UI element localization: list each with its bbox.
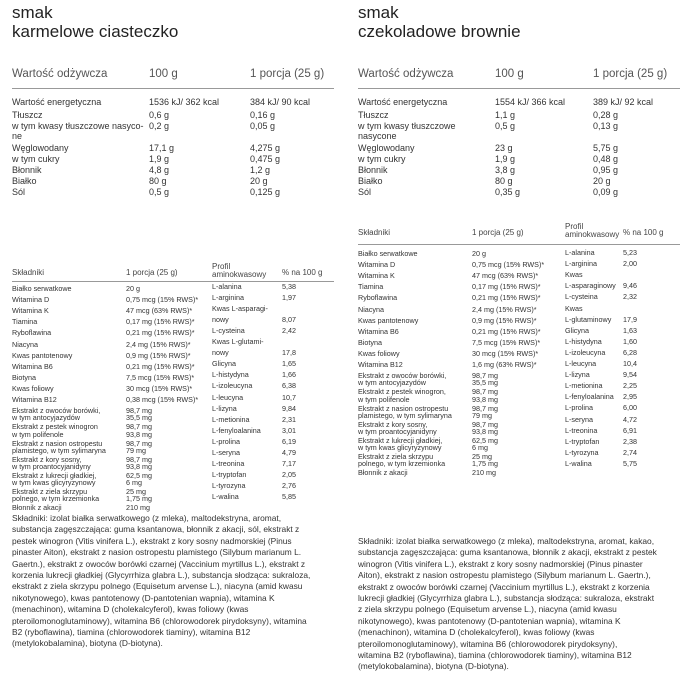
right-amino-name: L-tryptofan bbox=[565, 436, 600, 446]
left-composition-line: (metylokobalamina), biotyna (D-biotyna). bbox=[12, 638, 163, 649]
right-amino-name: L-metionina bbox=[565, 381, 603, 391]
right-amino-percent: 2,25 bbox=[623, 381, 637, 391]
right-nutrition-value-100g: 3,8 g bbox=[495, 165, 516, 175]
right-ingredient-name: w tym polifenole bbox=[358, 394, 410, 404]
left-amino-name: L-izoleucyna bbox=[212, 381, 253, 391]
right-ingredient-amount: 7,5 mcg (15% RWS)* bbox=[472, 337, 541, 347]
right-ingredient-name: Ekstrakt z kory sosny, bbox=[358, 419, 428, 429]
left-ingredient-amount: 0,9 mg (15% RWS)* bbox=[126, 350, 191, 360]
right-ingredient-name: Błonnik z akacji bbox=[358, 468, 408, 478]
right-ingredient-name: Witamina D bbox=[358, 260, 396, 270]
left-amino-percent: 10,7 bbox=[282, 392, 296, 402]
right-ingredient-amount: 2,4 mg (15% RWS)* bbox=[472, 304, 537, 314]
left-ingredient-row bbox=[12, 456, 202, 472]
left-ingredient-name: Witamina D bbox=[12, 295, 50, 305]
right-nutrition-value-100g: 1,9 g bbox=[495, 154, 516, 164]
right-amino-name: L-fenyloalanina bbox=[565, 392, 614, 402]
left-flavor-label: smak bbox=[12, 3, 53, 22]
left-ingredient-amount: 6 mg bbox=[126, 478, 142, 488]
right-nutrition-header-cell: Wartość odżywcza bbox=[358, 68, 454, 80]
right-amino-name: L-arginina bbox=[565, 259, 597, 269]
right-amino-name: L-leucyna bbox=[565, 359, 597, 368]
right-ingredient-name: Ekstrakt z owoców borówki, bbox=[358, 371, 447, 381]
left-ingredient-amount: 210 mg bbox=[126, 503, 150, 513]
right-ingredient-row bbox=[358, 421, 548, 437]
right-nutrition-value-portion: 0,09 g bbox=[593, 187, 619, 197]
left-nutrition-value-portion: 20 g bbox=[250, 176, 268, 186]
left-ingredient-name: Biotyna bbox=[12, 372, 36, 382]
left-ingredient-amount: 0,21 mg (15% RWS)* bbox=[126, 328, 195, 338]
left-amino-percent: 1,97 bbox=[282, 293, 296, 303]
right-composition-line: lukrecji gładkiej (Glycyrrhiza glabra L.), substancja słodząca: sukraloza, ekstrakt bbox=[358, 593, 655, 604]
left-amino-percent: 6,38 bbox=[282, 381, 296, 391]
left-ingredient-row bbox=[12, 329, 202, 340]
left-ingredient-name: Niacyna bbox=[12, 339, 38, 349]
left-composition-line: nikotynowego), kwas pantotenowy (D-pantotenian wapnia), witamina K bbox=[12, 592, 275, 603]
right-ingredient-row bbox=[358, 469, 548, 480]
left-amino-name: L-fenyloalanina bbox=[212, 425, 261, 435]
left-nutrition-value-portion: 0,475 g bbox=[250, 154, 281, 164]
right-amino-percent: 1,63 bbox=[623, 325, 637, 335]
right-ingredient-amount: 47 mcg (63% RWS)* bbox=[472, 271, 539, 281]
left-amino-name: Kwas L-glutami- bbox=[212, 337, 264, 347]
right-amino-name: L-glutaminowy bbox=[565, 314, 612, 324]
left-amino-name: L-leucyna bbox=[212, 392, 244, 402]
right-ingredient-amount: 93,8 mg bbox=[472, 427, 498, 437]
right-amino-percent: 6,00 bbox=[623, 403, 637, 413]
left-ingredient-amount: 98,7 mg bbox=[126, 422, 152, 432]
right-nutrition-value-100g: 0,5 g bbox=[495, 121, 516, 131]
right-nutrition-value-portion: 0,28 g bbox=[593, 110, 619, 120]
left-ingredient-amount: 93,8 mg bbox=[126, 462, 152, 472]
left-amino-percent: 2,05 bbox=[282, 469, 296, 479]
right-ingredient-amount: 98,7 mg bbox=[472, 403, 498, 413]
right-amino-name: L-asparaginowy bbox=[565, 281, 616, 291]
left-ingredient-name: Błonnik z akacji bbox=[12, 503, 62, 513]
right-ing-header-profile: Profil bbox=[565, 222, 584, 231]
left-ingredient-amount: 0,75 mcg (15% RWS)* bbox=[126, 295, 199, 305]
right-composition-line: nikotynowego), kwas pantotenowy (D-pantotenian wapnia), witamina K bbox=[358, 615, 621, 626]
right-amino-name: L-lizyna bbox=[565, 370, 590, 380]
right-ingredient-amount: 98,7 mg bbox=[472, 419, 498, 429]
left-amino-percent: 9,84 bbox=[282, 403, 296, 413]
left-nutrition-value-100g: 17,1 g bbox=[149, 143, 175, 153]
right-ingredient-amount: 98,7 mg bbox=[472, 387, 498, 397]
left-ing-header-portion: 1 porcja (25 g) bbox=[126, 268, 178, 277]
left-amino-name: L-metionina bbox=[212, 414, 250, 424]
left-ingredient-amount: 0,21 mg (15% RWS)* bbox=[126, 361, 195, 371]
right-amino-percent: 1,60 bbox=[623, 336, 637, 346]
right-ingredient-name: Niacyna bbox=[358, 304, 384, 314]
left-nutrition-value-100g: 0,5 g bbox=[149, 187, 170, 197]
right-ingredient-amount: 79 mg bbox=[472, 410, 492, 420]
right-amino-name: Kwas bbox=[565, 303, 583, 313]
left-amino-percent: 2,31 bbox=[282, 414, 296, 424]
right-nutrition-divider bbox=[358, 88, 680, 89]
left-amino-percent: 2,42 bbox=[282, 326, 296, 336]
right-ingredient-name: Ekstrakt z nasion ostropestu bbox=[358, 403, 449, 413]
right-nutrition-value-portion: 0,48 g bbox=[593, 154, 619, 164]
right-ing-header-profile-2: aminokwasowy bbox=[565, 230, 620, 239]
left-amino-percent: 7,17 bbox=[282, 458, 296, 468]
right-composition-line: winogron (Vitis vinifera L.), ekstrakt z kory sosny nadmorskiej (Pinus pinaster bbox=[358, 558, 643, 569]
left-composition-line: Gaertn.), ekstrakt z owoców borówki czarnej (Vaccinium myrtillus L.), ekstrakt z bbox=[12, 558, 306, 569]
right-ingredient-name: Białko serwatkowe bbox=[358, 249, 418, 258]
left-amino-name: L-prolina bbox=[212, 436, 240, 446]
left-ingredient-amount: 79 mg bbox=[126, 445, 146, 455]
right-ingredient-amount: 93,8 mg bbox=[472, 394, 498, 404]
right-composition-line: z ziela skrzypu polnego (Equisetum arvense L.), niacyna (amid kwasu bbox=[358, 604, 617, 615]
right-nutrition-label: Błonnik bbox=[358, 165, 388, 175]
left-nutrition-label: Sól bbox=[12, 187, 26, 197]
left-nutrition-label: w tym cukry bbox=[12, 154, 60, 164]
right-ingredient-name: Ekstrakt z pestek winogron, bbox=[358, 387, 446, 397]
right-ingredient-name: w tym proantocyjanidyny bbox=[358, 427, 437, 437]
left-ingredient-amount: 0,38 mcg (15% RWS)* bbox=[126, 395, 199, 404]
left-nutrition-value-portion: 0,05 g bbox=[250, 121, 276, 131]
left-nutrition-header-cell: 1 porcja (25 g) bbox=[250, 68, 325, 80]
right-composition-line: substancja zagęszczająca: guma ksantanowa, błonnik z akacji, ekstrakt z pestek bbox=[358, 547, 657, 558]
left-ingredient-row bbox=[12, 440, 202, 456]
left-nutrition-label: w tym kwasy tłuszczowe nasyco- bbox=[12, 121, 144, 131]
right-ingredient-name: Ryboflawina bbox=[358, 293, 398, 303]
right-ing-header-percent: % na 100 g bbox=[623, 228, 664, 237]
right-flavor-label: smak bbox=[358, 3, 399, 22]
left-ingredient-name: Ekstrakt z kory sosny, bbox=[12, 454, 82, 464]
right-ing-header-portion: 1 porcja (25 g) bbox=[472, 228, 524, 237]
right-amino-name: L-seryna bbox=[565, 414, 593, 424]
left-ingredient-name: w tym proantocyjanidyny bbox=[12, 462, 91, 472]
left-ingredient-row bbox=[12, 488, 202, 504]
right-composition-text bbox=[358, 536, 680, 673]
right-nutrition-header bbox=[358, 68, 678, 86]
left-nutrition-value-100g: 1,9 g bbox=[149, 154, 170, 164]
right-ingredient-amount: 0,9 mg (15% RWS)* bbox=[472, 315, 537, 325]
right-ingredient-amount: 1,75 mg bbox=[472, 459, 498, 469]
right-ingredient-name: w tym antocyjazydów bbox=[358, 378, 426, 388]
right-nutrition-label: w tym kwasy tłuszczowe bbox=[358, 121, 456, 131]
left-amino-percent: 8,07 bbox=[282, 315, 296, 325]
right-ingredient-name: polnego, w tym krzemionka bbox=[358, 459, 446, 469]
right-ingredient-name: Ekstrakt z ziela skrzypu bbox=[358, 452, 434, 462]
right-nutrition-value-portion: 20 g bbox=[593, 176, 611, 186]
left-ingredient-name: Białko serwatkowe bbox=[12, 284, 72, 293]
left-amino-percent: 6,19 bbox=[282, 436, 296, 446]
right-amino-percent: 17,9 bbox=[623, 314, 637, 324]
right-ingredient-row bbox=[358, 437, 548, 453]
left-composition-line: ekstrakt z ziela skrzypu polnego (Equisetum arvense L.), niacyna (amid kwasu bbox=[12, 581, 303, 592]
left-flavor-name: karmelowe ciasteczko bbox=[12, 22, 179, 41]
right-ingredient-name: Ekstrakt z lukrecji gładkiej, bbox=[358, 435, 443, 445]
right-amino-name: L-prolina bbox=[565, 403, 593, 413]
left-composition-text bbox=[12, 513, 337, 650]
right-composition-line: Aiton), ekstrakt z nasion ostropestu plamistego (Silybum marianum L. Gaertn.), bbox=[358, 570, 651, 581]
left-nutrition-value-portion: 0,125 g bbox=[250, 187, 281, 197]
left-nutrition-label: Błonnik bbox=[12, 165, 42, 175]
left-ingredient-name: Ekstrakt z lukrecji gładkiej, bbox=[12, 470, 97, 480]
left-amino-name: nowy bbox=[212, 315, 229, 325]
left-nutrition-label: Węglowodany bbox=[12, 143, 69, 153]
right-amino-percent: 4,72 bbox=[623, 414, 637, 424]
right-ingredient-row bbox=[358, 388, 548, 404]
left-amino-name: L-alanina bbox=[212, 282, 242, 291]
right-nutrition-label: w tym cukry bbox=[358, 154, 406, 164]
left-ingredient-name: Kwas foliowy bbox=[12, 383, 54, 393]
right-ingredient-name: Witamina B6 bbox=[358, 326, 399, 336]
left-ingredient-amount: 93,8 mg bbox=[126, 429, 152, 439]
left-ingredient-amount: 98,7 mg bbox=[126, 406, 152, 416]
left-ingredient-name: Witamina K bbox=[12, 306, 49, 316]
right-amino-percent: 9,54 bbox=[623, 370, 637, 380]
right-amino-name: Kwas bbox=[565, 270, 583, 280]
left-ingredient-name: plamistego, w tym sylimaryna bbox=[12, 445, 106, 455]
right-ingredient-amount: 6 mg bbox=[472, 443, 488, 453]
left-ingredient-amount: 2,4 mg (15% RWS)* bbox=[126, 339, 191, 349]
left-nutrition-value-100g: 1536 kJ/ 362 kcal bbox=[149, 97, 220, 107]
left-amino-name: Glicyna bbox=[212, 359, 236, 369]
right-nutrition-value-portion: 5,75 g bbox=[593, 143, 619, 153]
right-nutrition-label: Węglowodany bbox=[358, 143, 415, 153]
left-nutrition-value-100g: 0,6 g bbox=[149, 110, 170, 120]
left-ingredient-name: w tym polifenole bbox=[12, 429, 64, 439]
right-amino-name: L-izoleucyna bbox=[565, 347, 606, 357]
right-nutrition-label: Sól bbox=[358, 187, 372, 197]
left-amino-percent: 3,01 bbox=[282, 425, 296, 435]
right-amino-percent: 10,4 bbox=[623, 359, 637, 368]
left-composition-line: substancja zagęszczająca: guma ksantanowa, błonnik z akacji, sól, ekstrakt z bbox=[12, 524, 300, 535]
right-ingredients-divider bbox=[358, 244, 680, 245]
right-amino-percent: 9,46 bbox=[623, 281, 637, 291]
left-ingredient-row bbox=[12, 341, 202, 352]
left-ingredient-name: Ekstrakt z owoców borówki, bbox=[12, 406, 101, 416]
right-composition-line: witamina B2 (ryboflawina), tiamina (chlorowodorek tiaminy), witamina B12 bbox=[358, 650, 632, 661]
left-nutrition-value-100g: 80 g bbox=[149, 176, 167, 186]
left-ingredient-name: w tym antocyjazydów bbox=[12, 413, 80, 423]
left-composition-line: Składniki: izolat białka serwatkowego (z mleka), maltodekstryna, aromat, bbox=[12, 513, 282, 523]
right-ingredients-header bbox=[358, 222, 680, 242]
right-amino-name: L-treonina bbox=[565, 425, 598, 435]
right-ingredient-name: plamistego, w tym sylimaryna bbox=[358, 410, 452, 420]
right-amino-percent: 6,91 bbox=[623, 425, 637, 435]
right-nutrition-label: Wartość energetyczna bbox=[358, 97, 448, 107]
left-nutrition-header bbox=[12, 68, 332, 86]
right-ingredient-amount: 210 mg bbox=[472, 468, 496, 478]
left-ingredient-amount: 98,7 mg bbox=[126, 438, 152, 448]
right-composition-line: pteroilomonoglutaminowy), witamina B6 (chlorowodorek pirydoksyny), bbox=[358, 638, 618, 649]
right-ingredient-row bbox=[358, 294, 548, 305]
left-amino-percent: 1,65 bbox=[282, 359, 296, 369]
right-composition-line: (metylokobalamina), biotyna (D-biotyna). bbox=[358, 661, 509, 672]
left-nutrition-header-cell: Wartość odżywcza bbox=[12, 68, 108, 80]
right-amino-name: L-cysteina bbox=[565, 292, 598, 302]
right-ingredient-amount: 25 mg bbox=[472, 452, 492, 462]
left-ingredient-amount: 47 mcg (63% RWS)* bbox=[126, 306, 193, 316]
left-ingredient-name: Ekstrakt z pestek winogron bbox=[12, 422, 98, 432]
right-amino-percent: 5,75 bbox=[623, 458, 637, 468]
left-ingredient-name: Ekstrakt z nasion ostropestu bbox=[12, 438, 103, 448]
right-ingredient-amount: 0,17 mg (15% RWS)* bbox=[472, 282, 541, 292]
left-composition-line: pinaster Aiton), ekstrakt z nasion ostropestu plamistego (Silybum marianum L. bbox=[12, 547, 302, 558]
right-ingredient-amount: 1,6 mg (63% RWS)* bbox=[472, 360, 537, 369]
left-amino-name: L-tyrozyna bbox=[212, 480, 246, 490]
left-amino-name: L-arginina bbox=[212, 293, 244, 303]
right-ingredient-name: Witamina B12 bbox=[358, 360, 403, 369]
right-ingredient-name: Kwas foliowy bbox=[358, 348, 400, 358]
right-ingredient-amount: 62,5 mg bbox=[472, 435, 498, 445]
left-ingredient-name: polnego, w tym krzemionka bbox=[12, 494, 100, 504]
right-amino-percent: 2,32 bbox=[623, 292, 637, 302]
right-ing-header-name: Składniki bbox=[358, 228, 391, 237]
right-ingredient-row bbox=[358, 453, 548, 469]
left-ingredient-amount: 1,75 mg bbox=[126, 494, 152, 504]
right-amino-name: L-alanina bbox=[565, 248, 595, 257]
left-ing-header-profile-2: aminokwasowy bbox=[212, 270, 267, 279]
left-nutrition-header-cell: 100 g bbox=[149, 68, 178, 80]
left-amino-name: L-tryptofan bbox=[212, 469, 247, 479]
right-nutrition-value-100g: 80 g bbox=[495, 176, 513, 186]
right-composition-line: ekstrakt z owoców borówki czarnej (Vaccinium myrtillus L.), ekstrakt z korzenia bbox=[358, 581, 650, 592]
left-nutrition-label: ne bbox=[12, 131, 23, 141]
right-nutrition-value-100g: 0,35 g bbox=[495, 187, 521, 197]
right-nutrition-value-portion: 389 kJ/ 92 kcal bbox=[593, 97, 654, 107]
left-ingredient-name: Ryboflawina bbox=[12, 328, 52, 338]
left-ingredient-amount: 20 g bbox=[126, 284, 140, 293]
left-amino-percent: 5,38 bbox=[282, 282, 296, 291]
right-ingredient-amount: 35,5 mg bbox=[472, 378, 498, 388]
right-nutrition-value-100g: 1554 kJ/ 366 kcal bbox=[495, 97, 566, 107]
right-nutrition-value-portion: 0,13 g bbox=[593, 121, 619, 131]
left-nutrition-value-100g: 4,8 g bbox=[149, 165, 170, 175]
left-amino-name: L-cysteina bbox=[212, 326, 245, 336]
left-composition-line: (menachinon), witamina D (cholekalcyferol), kwas foliowy (kwas bbox=[12, 604, 249, 615]
right-amino-percent: 2,95 bbox=[623, 392, 637, 402]
right-amino-percent: 2,74 bbox=[623, 447, 637, 457]
right-ingredient-amount: 98,7 mg bbox=[472, 371, 498, 381]
right-flavor-name: czekoladowe brownie bbox=[358, 22, 521, 41]
right-nutrition-label: Tłuszcz bbox=[358, 110, 389, 120]
left-ing-header-percent: % na 100 g bbox=[282, 268, 323, 277]
left-amino-percent: 17,8 bbox=[282, 348, 296, 358]
left-nutrition-label: Białko bbox=[12, 176, 37, 186]
right-ingredient-amount: 20 g bbox=[472, 249, 486, 258]
right-ingredient-row bbox=[358, 405, 548, 421]
left-composition-line: korzenia lukrecji gładkiej (Glycyrrhiza glabra L.), substancja słodząca: sukraloza, bbox=[12, 570, 311, 581]
left-amino-percent: 2,76 bbox=[282, 480, 296, 490]
right-amino-name: L-histydyna bbox=[565, 336, 602, 346]
left-ingredient-row bbox=[12, 407, 202, 423]
right-amino-percent: 2,00 bbox=[623, 259, 637, 269]
right-nutrition-value-100g: 23 g bbox=[495, 143, 513, 153]
left-ingredient-name: Witamina B12 bbox=[12, 395, 57, 404]
right-ingredient-name: Tiamina bbox=[358, 282, 384, 292]
right-ingredient-name: Biotyna bbox=[358, 337, 382, 347]
right-amino-name: L-walina bbox=[565, 458, 592, 468]
left-nutrition-label: Tłuszcz bbox=[12, 110, 43, 120]
right-nutrition-value-100g: 1,1 g bbox=[495, 110, 516, 120]
left-ingredient-row bbox=[12, 472, 202, 488]
right-ingredient-row bbox=[358, 306, 548, 317]
right-amino-name: L-tyrozyna bbox=[565, 447, 599, 457]
left-composition-line: pteroilomonoglutaminowy), witamina B6 (chlorowodorek pirydoksyny), witamina bbox=[12, 615, 307, 626]
left-ingredient-name: Tiamina bbox=[12, 317, 38, 327]
left-ingredient-amount: 62,5 mg bbox=[126, 470, 152, 480]
right-ingredient-name: w tym kwas glicyryzynowy bbox=[358, 443, 442, 453]
left-ing-header-profile: Profil bbox=[212, 262, 231, 271]
right-ingredient-row bbox=[358, 372, 548, 388]
right-ingredient-amount: 30 mcg (15% RWS)* bbox=[472, 348, 539, 358]
left-ing-header-name: Składniki bbox=[12, 268, 45, 277]
left-composition-line: pestek winogron (Vitis vinifera L.), ekstrakt z kory sosny nadmorskiej (Pinus bbox=[12, 535, 292, 546]
right-ingredient-amount: 0,21 mg (15% RWS)* bbox=[472, 293, 541, 303]
left-ingredient-name: Kwas pantotenowy bbox=[12, 350, 73, 360]
right-nutrition-label: Białko bbox=[358, 176, 383, 186]
left-amino-percent: 1,66 bbox=[282, 370, 296, 380]
right-ingredient-name: Kwas pantotenowy bbox=[358, 315, 419, 325]
left-amino-percent: 4,79 bbox=[282, 447, 296, 457]
right-nutrition-header-cell: 1 porcja (25 g) bbox=[593, 68, 668, 80]
left-ingredient-name: Ekstrakt z ziela skrzypu bbox=[12, 487, 88, 497]
left-nutrition-value-portion: 384 kJ/ 90 kcal bbox=[250, 97, 311, 107]
right-ingredient-amount: 0,75 mcg (15% RWS)* bbox=[472, 260, 545, 270]
right-amino-percent: 2,38 bbox=[623, 436, 637, 446]
right-nutrition-label: nasycone bbox=[358, 131, 397, 141]
right-ingredient-name: Witamina K bbox=[358, 271, 395, 281]
left-ingredients-header bbox=[12, 262, 334, 282]
left-ingredient-amount: 30 mcg (15% RWS)* bbox=[126, 383, 193, 393]
left-ingredient-amount: 0,17 mg (15% RWS)* bbox=[126, 317, 195, 327]
right-amino-percent: 5,23 bbox=[623, 248, 637, 257]
left-nutrition-divider bbox=[12, 88, 334, 89]
left-nutrition-value-100g: 0,2 g bbox=[149, 121, 170, 131]
right-amino-name: Glicyna bbox=[565, 325, 589, 335]
left-ingredient-name: Witamina B6 bbox=[12, 361, 53, 371]
right-amino-percent: 6,28 bbox=[623, 347, 637, 357]
left-nutrition-value-portion: 4,275 g bbox=[250, 143, 281, 153]
left-amino-name: L-walina bbox=[212, 492, 239, 501]
left-amino-name: L-treonina bbox=[212, 458, 245, 468]
right-nutrition-header-cell: 100 g bbox=[495, 68, 524, 80]
right-composition-line: (menachinon), witamina D (cholekalcyferol), kwas foliowy (kwas bbox=[358, 627, 595, 638]
left-nutrition-label: Wartość energetyczna bbox=[12, 97, 102, 107]
left-composition-line: B2 (ryboflawina), tiamina (chlorowodorek tiaminy), witamina B12 bbox=[12, 627, 251, 638]
left-ingredient-row bbox=[12, 423, 202, 439]
left-nutrition-value-portion: 1,2 g bbox=[250, 165, 271, 175]
left-nutrition-value-portion: 0,16 g bbox=[250, 110, 276, 120]
left-amino-name: Kwas L-asparagi- bbox=[212, 304, 268, 314]
left-ingredient-amount: 25 mg bbox=[126, 487, 146, 497]
right-ingredient-amount: 0,21 mg (15% RWS)* bbox=[472, 326, 541, 336]
right-composition-line: Składniki: izolat białka serwatkowego (z mleka), maltodekstryna, aromat, kakao, bbox=[358, 536, 655, 546]
left-ingredient-amount: 7,5 mcg (15% RWS)* bbox=[126, 372, 195, 382]
left-amino-name: L-histydyna bbox=[212, 370, 249, 380]
left-amino-name: nowy bbox=[212, 348, 229, 358]
left-amino-name: L-seryna bbox=[212, 447, 240, 457]
left-ingredient-name: w tym kwas glicyryzynowy bbox=[12, 478, 96, 488]
left-amino-name: L-lizyna bbox=[212, 403, 237, 413]
left-ingredient-amount: 35,5 mg bbox=[126, 413, 152, 423]
right-nutrition-value-portion: 0,95 g bbox=[593, 165, 619, 175]
left-amino-percent: 5,85 bbox=[282, 492, 296, 501]
left-ingredient-amount: 98,7 mg bbox=[126, 454, 152, 464]
